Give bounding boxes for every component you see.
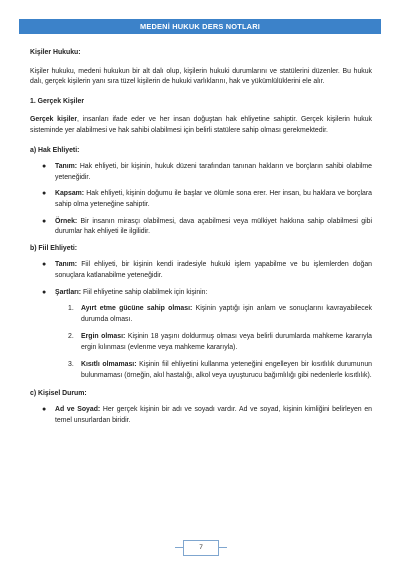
- bullet-icon: ●: [42, 288, 47, 296]
- item-text: Bir insanın mirasçı olabilmesi, dava açabilmesi veya mülkiyet hakkına sahip olabilmesi gibi durumlar hak ehliyeti ile ilgilidir.: [55, 217, 372, 236]
- hak-ehliyeti-list: [30, 162, 372, 238]
- fiil-ehliyeti-heading: b) Fiil Ehliyeti:: [30, 244, 78, 252]
- gercek-kisiler-heading: 1. Gerçek Kişiler: [30, 97, 85, 105]
- list-item: [30, 162, 372, 183]
- list-item: [30, 288, 372, 382]
- list-item: [30, 405, 372, 426]
- condition-item: [30, 304, 372, 325]
- page-number: 7: [183, 540, 219, 556]
- item-term: Tanım:: [55, 261, 78, 269]
- bullet-icon: ●: [42, 261, 47, 269]
- item-text: Hak ehliyeti, kişinin doğumu ile başlar ve ölümle sona erer. Her insan, bu haklara ve borçlara sahip olma yeteneğine sahiptir.: [55, 190, 372, 208]
- conditions-list: [30, 304, 372, 382]
- item-text: Hak ehliyeti, bir kişinin, hukuk düzeni tarafından tanınan hakların ve borçların sahibi olabilme yeteneğidir.: [55, 163, 372, 181]
- fiil-ehliyeti-list: [30, 260, 372, 381]
- gercek-text-2: Gerçek kişilerin hukuk sisteminde yer alabilmesi ve hak sahibi olabilmesi için belirli statülere sahip olması gerekmektedir.: [30, 116, 372, 134]
- condition-number: 1.: [68, 305, 74, 313]
- condition-number: 2.: [68, 333, 74, 341]
- document-body: [30, 48, 372, 432]
- kisisel-durum-list: [30, 405, 372, 426]
- condition-term: Ergin olması:: [81, 333, 126, 341]
- item-term: Tanım:: [55, 163, 78, 171]
- item-term: Kapsam:: [55, 190, 85, 198]
- list-item: [30, 260, 372, 281]
- condition-item: [30, 332, 372, 353]
- bullet-icon: ●: [42, 163, 47, 171]
- bullet-icon: ●: [42, 190, 47, 198]
- condition-term: Ayırt etme gücüne sahip olması:: [81, 305, 193, 313]
- item-text: Fiil ehliyeti, bir kişinin kendi iradesiyle hukuki işlem yapabilme ve bu işlemlerden doğan sonuçlara katlanabilme yeteneğidir.: [55, 261, 372, 279]
- kisisel-durum-heading: c) Kişisel Durum:: [30, 389, 87, 397]
- condition-item: [30, 360, 372, 381]
- list-item: [30, 189, 372, 210]
- gercek-term: Gerçek kişiler: [30, 116, 78, 124]
- condition-text: Kişinin fiil ehliyetini kullanma yeteneğini engelleyen bir kısıtlılık durumunun bulunmaması (örneğin, akıl hastalığı, alkol veya uyuşturucu bağımlılığı gibi nedenlerle kısıtlılık).: [81, 361, 372, 380]
- item-term: Örnek:: [55, 217, 78, 225]
- hak-ehliyeti-heading: a) Hak Ehliyeti:: [30, 146, 80, 154]
- section-title: Kişiler Hukuku:: [30, 49, 81, 56]
- item-term: Şartları:: [55, 288, 82, 296]
- bullet-icon: ●: [42, 217, 47, 225]
- list-item: [30, 217, 372, 238]
- condition-term: Kısıtlı olmaması:: [81, 361, 137, 369]
- header-banner: MEDENİ HUKUK DERS NOTLARI: [19, 19, 381, 34]
- item-term: Ad ve Soyad:: [55, 406, 101, 414]
- item-text: Fiil ehliyetine sahip olabilmek için kişinin:: [81, 288, 208, 296]
- bullet-icon: ●: [42, 406, 47, 414]
- intro-paragraph: Kişiler hukuku, medeni hukukun bir alt dalı olup, kişilerin hukuki durumlarını ve statülerini düzenler. Bu hukuk dalı, gerçek kişilerin yanı sıra tüzel kişilerin de hukuki varlıklarını, hak ve yükümlülüklerini ele alır.: [30, 67, 372, 86]
- gercek-text-1: , insanları ifade eder ve her insan doğuştan hak ehliyetine sahiptir.: [77, 116, 298, 124]
- gercek-kisiler-paragraph: [30, 115, 372, 136]
- condition-text: Kişinin yaptığı işin anlam ve sonuçlarını kavrayabilecek durumda olması.: [81, 305, 372, 323]
- condition-number: 3.: [68, 361, 74, 369]
- condition-text: Kişinin 18 yaşını doldurmuş olması veya belirli durumlarda mahkeme kararıyla ergin kılınması (evlenme veya mahkeme kararıyla).: [81, 333, 372, 351]
- item-text: Her gerçek kişinin bir adı ve soyadı vardır. Ad ve soyad, kişinin kimliğini belirleyen en temel unsurlardan biridir.: [55, 406, 372, 424]
